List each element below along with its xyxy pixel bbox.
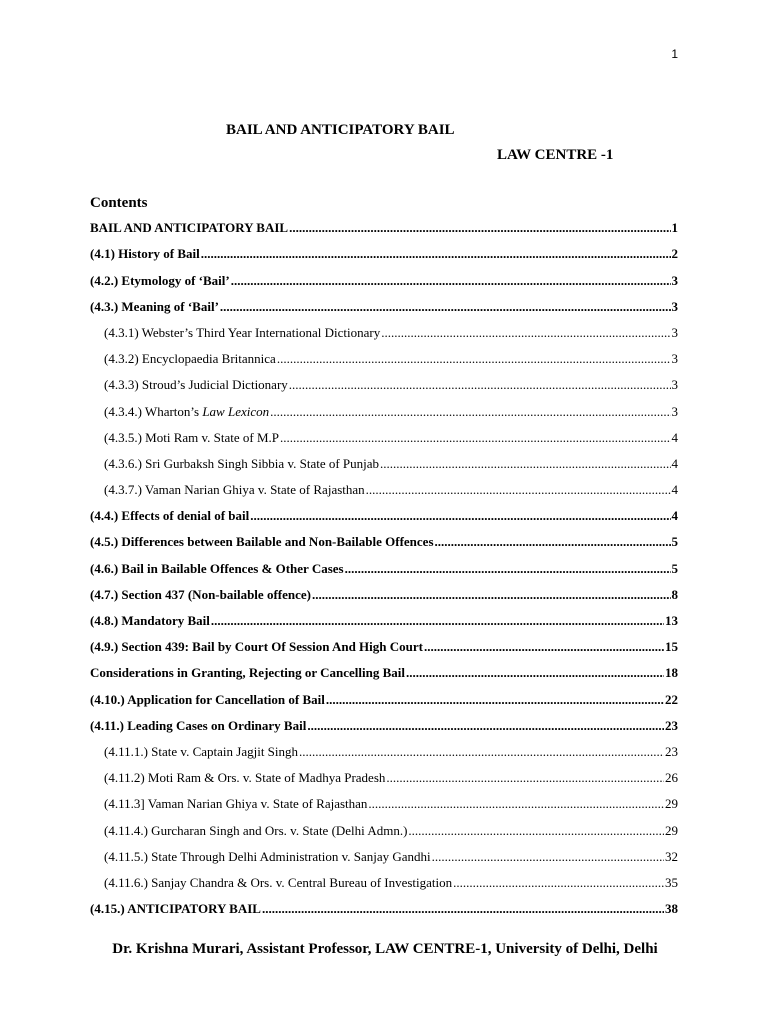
toc-entry-title [104,849,431,864]
toc-entry[interactable] [90,869,678,895]
toc-page-number: 15 [665,639,678,655]
toc-entry-title-text: (4.3.1) Webster’s Third Year International Dictionary [104,324,381,340]
toc-entry-title-text: (4.11.3] Vaman Narian Ghiya v. State of Rajasthan [104,796,368,812]
toc-dot-leader [201,246,671,261]
toc-entry-title [104,744,298,759]
toc-entry[interactable] [90,685,678,711]
toc-dot-leader [432,849,664,864]
toc-entry-title-text: (4.3.3) Stroud’s Judicial Dictionary [104,377,288,393]
toc-entry[interactable] [90,214,678,240]
toc-entry-title [104,430,279,445]
toc-entry[interactable] [90,843,678,869]
toc-entry-title [90,561,344,576]
toc-dot-leader [345,561,671,576]
toc-entry-title [104,456,379,471]
toc-dot-leader [220,299,671,314]
toc-entry-title [90,718,306,733]
toc-entry[interactable] [90,266,678,292]
toc-entry[interactable] [90,319,678,345]
toc-entry-title [104,823,407,838]
toc-dot-leader [326,692,664,707]
toc-page-number: 4 [671,455,678,471]
toc-entry[interactable] [90,293,678,319]
toc-entry-title [90,246,200,261]
toc-page-number: 35 [665,874,678,890]
toc-entry[interactable] [90,502,678,528]
toc-entry-title-text: (4.4.) Effects of denial of bail [90,508,250,524]
toc-entry-title [104,875,452,890]
toc-entry-title [104,377,288,392]
toc-entry[interactable] [90,476,678,502]
toc-entry[interactable] [90,371,678,397]
toc-page-number: 22 [665,691,678,707]
toc-dot-leader [280,430,670,445]
footer-text: Dr. Krishna Murari, Assistant Professor, LAW CENTRE-1, University of Delhi, Delhi [112,941,658,957]
toc-entry-title-text: (4.11.2) Moti Ram & Ors. v. State of Madhya Pradesh [104,770,386,786]
toc-page-number: 3 [671,403,678,419]
toc-entry-title [90,508,249,523]
toc-dot-leader [262,901,664,916]
toc-entry[interactable] [90,345,678,371]
contents-heading: Contents [90,195,148,211]
toc-entry-title-text: (4.15.) ANTICIPATORY BAIL [90,901,261,917]
toc-entry-title [90,273,230,288]
toc-page-number: 8 [671,586,678,602]
toc-entry[interactable] [90,738,678,764]
toc-entry-title [90,220,288,235]
toc-page-number: 4 [671,508,678,524]
toc-dot-leader [307,718,664,733]
toc-entry[interactable] [90,764,678,790]
toc-entry-title-text: (4.9.) Section 439: Bail by Court Of Session And High Court [90,639,423,655]
toc-page-number: 29 [665,796,678,812]
toc-dot-leader [299,744,664,759]
toc-entry[interactable] [90,790,678,816]
toc-entry[interactable] [90,554,678,580]
toc-page-number: 4 [671,482,678,498]
toc-dot-leader [277,351,671,366]
page-number: 1 [671,47,678,61]
toc-entry[interactable] [90,450,678,476]
toc-entry-title-text: BAIL AND ANTICIPATORY BAIL [90,220,289,236]
toc-entry-title [104,404,269,419]
toc-entry[interactable] [90,712,678,738]
toc-dot-leader [250,508,670,523]
toc-entry[interactable] [90,528,678,554]
toc-dot-leader [435,534,671,549]
toc-entry-title [90,639,423,654]
toc-entry-title-text: (4.11.6.) Sanjay Chandra & Ors. v. Central Bureau of Investigation [104,874,453,890]
toc-entry-title-text: (4.11.5.) State Through Delhi Administration v. Sanjay Gandhi [104,848,431,864]
toc-entry-title-text: (4.3.4.) Wharton’s [104,403,203,419]
toc-page-number: 26 [665,770,678,786]
toc-dot-leader [368,796,664,811]
toc-entry-title [104,770,385,785]
toc-page-number: 4 [671,429,678,445]
toc-page-number: 3 [671,351,678,367]
toc-entry-title [90,692,325,707]
toc-entry-title-text: (4.3.2) Encyclopaedia Britannica [104,351,276,367]
toc-entry-title [104,351,276,366]
toc-page-number: 3 [671,324,678,340]
toc-dot-leader [289,377,671,392]
toc-dot-leader [211,613,664,628]
toc-page-number: 1 [671,220,678,236]
toc-entry-title-text: (4.3.) Meaning of ‘Bail’ [90,298,219,314]
toc-dot-leader [406,665,664,680]
toc-dot-leader [289,220,670,235]
toc-dot-leader [231,273,671,288]
toc-page-number: 23 [665,743,678,759]
toc-entry[interactable] [90,397,678,423]
toc-entry-title-text: (4.6.) Bail in Bailable Offences & Other Cases [90,560,344,576]
toc-dot-leader [408,823,664,838]
toc-page-number: 13 [665,613,678,628]
toc-entry[interactable] [90,816,678,842]
toc-entry[interactable] [90,424,678,450]
toc-entry-title-text: (4.10.) Application for Cancellation of Bail [90,691,325,707]
toc-entry-title [104,482,365,497]
toc-entry-title-text: Considerations in Granting, Rejecting or Cancelling Bail [90,665,406,681]
toc-dot-leader [366,482,671,497]
document-subtitle: LAW CENTRE -1 [497,147,614,163]
toc-entry-title [90,613,210,628]
toc-entry-title-text: (4.11.4.) Gurcharan Singh and Ors. v. State (Delhi Admn.) [104,822,408,838]
toc-entry-title [90,665,405,680]
toc-page-number: 3 [671,377,678,393]
toc-entry[interactable] [90,240,678,266]
toc-dot-leader [312,587,671,602]
toc-dot-leader [381,325,670,340]
toc-entry[interactable] [90,659,678,685]
toc-page-number: 2 [671,246,678,262]
toc-entry-title-text: (4.5.) Differences between Bailable and Non-Bailable Offences [90,534,434,550]
toc-entry-title-text: (4.3.7.) Vaman Narian Ghiya v. State of Rajasthan [104,482,365,498]
toc-entry[interactable] [90,581,678,607]
toc-entry-title-text: (4.7.) Section 437 (Non-bailable offence) [90,586,311,602]
toc-page-number: 32 [665,848,678,864]
toc-page-number: 5 [671,534,678,550]
toc-page-number: 3 [671,272,678,288]
document-title: BAIL AND ANTICIPATORY BAIL [226,122,455,138]
page-footer [0,941,768,958]
toc-dot-leader [380,456,670,471]
toc-entry-title [90,587,311,602]
toc-entry-title-text: (4.11.) Leading Cases on Ordinary Bail [90,717,307,733]
toc-entry-title [90,299,219,314]
toc-page-number: 23 [665,717,678,733]
toc-dot-leader [270,404,670,419]
toc-entry[interactable] [90,895,678,921]
toc-entry-title [90,534,434,549]
toc-entry-title-text: (4.1) History of Bail [90,246,200,262]
toc-dot-leader [386,770,664,785]
toc-dot-leader [424,639,664,654]
toc-dot-leader [453,875,664,890]
toc-entry-title-text: (4.3.6.) Sri Gurbaksh Singh Sibbia v. State of Punjab [104,455,380,471]
toc-entry-title-text: (4.8.) Mandatory Bail [90,613,210,628]
toc-page-number: 38 [665,901,678,917]
toc-entry[interactable] [90,633,678,659]
toc-entry-title-text: (4.11.1.) State v. Captain Jagjit Singh [104,743,299,759]
toc-entry-title [104,325,380,340]
toc-entry-title-text: (4.2.) Etymology of ‘Bail’ [90,272,230,288]
toc-entry-title [90,901,261,916]
toc-page-number: 5 [671,560,678,576]
toc-entry[interactable] [90,607,678,633]
toc-page-number: 29 [665,822,678,838]
toc-page-number: 3 [671,298,678,314]
toc-entry-title-text: (4.3.5.) Moti Ram v. State of M.P [104,429,280,445]
table-of-contents [90,214,678,921]
toc-page-number: 18 [665,665,678,681]
toc-entry-title-italic: Law Lexicon [202,403,270,419]
toc-entry-title [104,796,367,811]
